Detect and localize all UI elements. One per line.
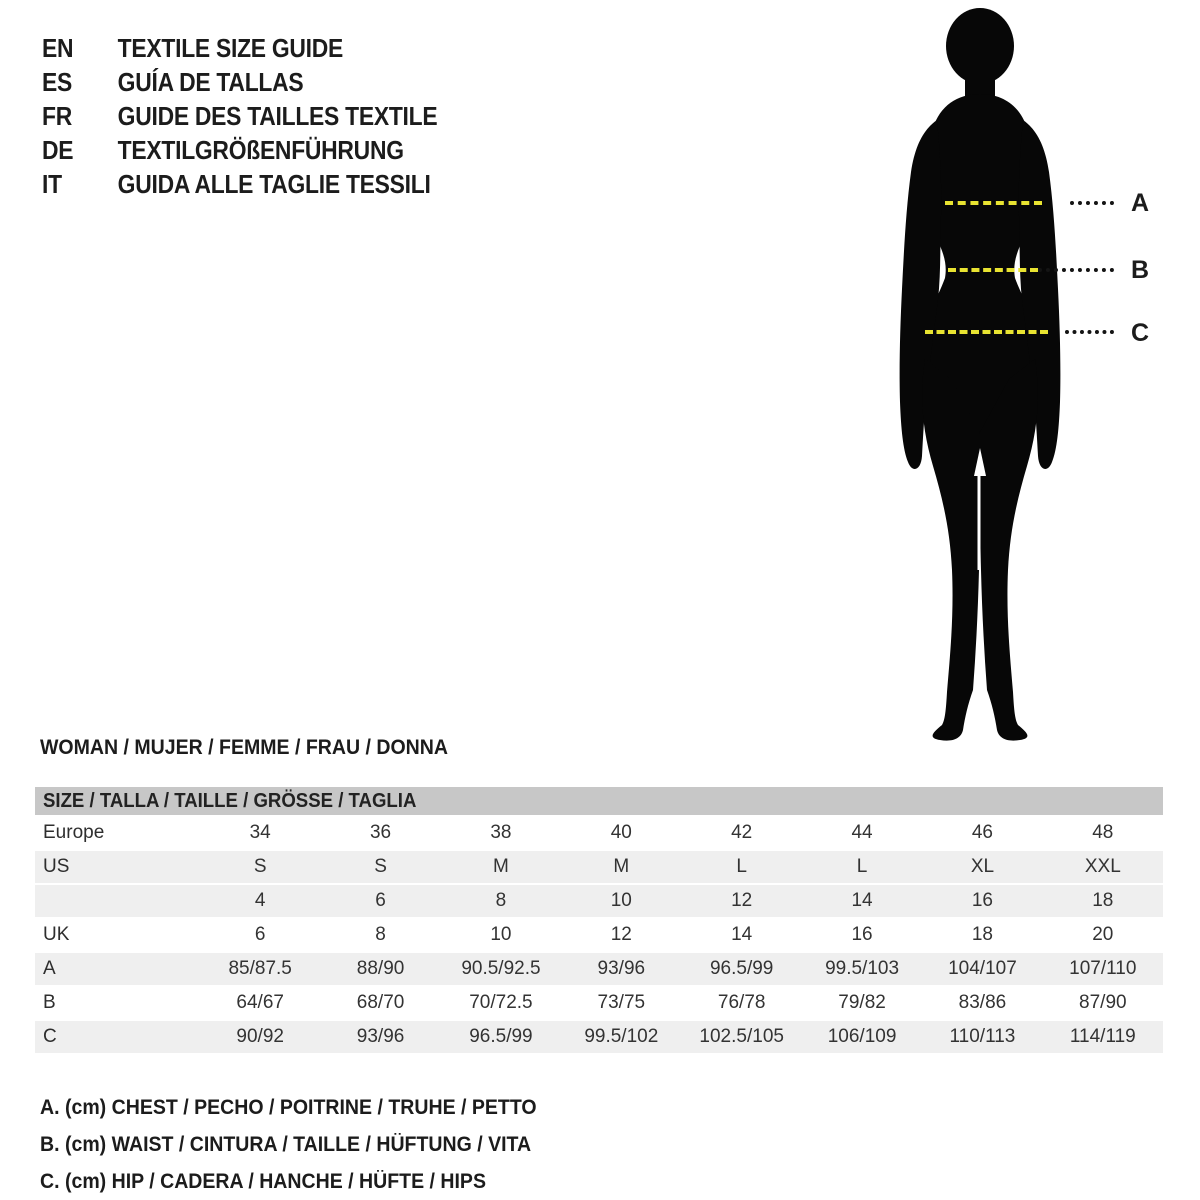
size-cell: 18 <box>971 924 993 945</box>
size-cell: 96.5/99 <box>709 958 774 979</box>
chest-connector-line <box>1070 201 1114 205</box>
marker-label-c: C <box>1130 319 1150 347</box>
size-cell: 102.5/105 <box>699 1026 784 1047</box>
size-cell: 76/78 <box>717 992 766 1013</box>
size-cell: XXL <box>1084 856 1121 877</box>
body-measurement-figure <box>880 0 1190 750</box>
table-row <box>35 850 1163 884</box>
language-code: ES <box>42 66 73 97</box>
size-cell: S <box>253 856 267 877</box>
marker-label-a: A <box>1130 189 1150 217</box>
table-row <box>35 1020 1163 1054</box>
language-title-block <box>42 31 491 201</box>
hip-measure-line <box>925 330 1048 334</box>
size-cell: XL <box>970 856 995 877</box>
size-cell: 73/75 <box>597 992 646 1013</box>
size-table <box>35 787 1163 1055</box>
size-cell: 40 <box>610 822 632 843</box>
size-cell: 16 <box>851 924 873 945</box>
size-cell: 87/90 <box>1079 992 1127 1013</box>
legend-hip-text: C. (cm) HIP / CADERA / HANCHE / HÜFTE / HIPS <box>40 1169 486 1193</box>
size-table-header-row <box>35 787 1163 816</box>
marker-label-b: B <box>1130 256 1150 284</box>
size-cell: 14 <box>851 890 873 911</box>
size-cell: 64/67 <box>236 992 284 1013</box>
size-cell: 110/113 <box>949 1026 1016 1047</box>
language-title: TEXTILE SIZE GUIDE <box>117 32 344 63</box>
table-row <box>35 816 1163 850</box>
size-cell: 12 <box>610 924 632 945</box>
size-cell: 85/87.5 <box>228 958 292 979</box>
row-label: B <box>43 992 56 1013</box>
size-cell: 93/96 <box>356 1026 405 1047</box>
legend-chest-text: A. (cm) CHEST / PECHO / POITRINE / TRUHE / PETTO <box>40 1095 537 1119</box>
size-cell: 4 <box>254 890 266 911</box>
table-row <box>35 884 1163 918</box>
language-title: TEXTILGRÖßENFÜHRUNG <box>117 134 404 165</box>
row-label: A <box>43 958 56 979</box>
language-row-en <box>42 31 437 65</box>
size-cell: 88/90 <box>356 958 405 979</box>
section-title-woman <box>40 736 479 760</box>
woman-silhouette-graphic <box>895 4 1110 749</box>
size-cell: 44 <box>851 822 873 843</box>
size-cell: 14 <box>731 924 753 945</box>
size-cell: 107/110 <box>1069 958 1137 979</box>
section-title-text: WOMAN / MUJER / FEMME / FRAU / DONNA <box>40 736 448 759</box>
size-cell: 90.5/92.5 <box>461 958 541 979</box>
size-cell: 96.5/99 <box>469 1026 533 1047</box>
size-cell: 83/86 <box>958 992 1007 1013</box>
size-cell: 38 <box>490 822 512 843</box>
row-label <box>35 884 200 918</box>
language-title: GUIDA ALLE TAGLIE TESSILI <box>117 168 431 199</box>
measurement-legend <box>40 1089 574 1200</box>
waist-connector-line <box>1038 268 1114 272</box>
size-cell: L <box>736 856 747 877</box>
size-cell: 114/119 <box>1069 1026 1136 1047</box>
size-cell: 106/109 <box>827 1026 897 1047</box>
size-cell: 6 <box>254 924 266 945</box>
size-cell: S <box>374 856 387 877</box>
size-cell: 20 <box>1092 924 1114 945</box>
language-row-fr <box>42 99 437 133</box>
size-cell: 34 <box>249 822 271 843</box>
size-cell: 99.5/103 <box>825 958 900 979</box>
legend-waist-text: B. (cm) WAIST / CINTURA / TAILLE / HÜFTUNG / VITA <box>40 1132 532 1156</box>
size-cell: 8 <box>375 924 386 945</box>
size-cell: 10 <box>490 924 512 945</box>
size-cell: M <box>613 856 630 877</box>
size-cell: M <box>493 856 509 877</box>
row-label: US <box>43 856 70 877</box>
legend-line-chest <box>40 1089 574 1126</box>
legend-line-hip <box>40 1163 574 1200</box>
size-cell: 10 <box>610 890 632 911</box>
size-cell: 6 <box>375 890 386 911</box>
size-cell: 104/107 <box>948 958 1017 979</box>
size-cell: 36 <box>369 822 392 843</box>
size-cell: 79/82 <box>838 992 886 1013</box>
size-cell: 99.5/102 <box>584 1026 659 1047</box>
size-table-body <box>35 816 1163 1054</box>
row-label: Europe <box>43 822 105 843</box>
table-row <box>35 952 1163 986</box>
size-cell: L <box>856 856 868 877</box>
language-row-it <box>42 167 437 201</box>
language-title: GUÍA DE TALLAS <box>117 66 304 97</box>
language-code: IT <box>42 168 62 199</box>
size-table-header-text: SIZE / TALLA / TAILLE / GRÖSSE / TAGLIA <box>43 789 417 812</box>
size-cell: 18 <box>1092 890 1114 911</box>
size-cell: 68/70 <box>356 992 405 1013</box>
language-row-de <box>42 133 437 167</box>
size-cell: 93/96 <box>597 958 646 979</box>
legend-line-waist <box>40 1126 574 1163</box>
size-cell: 46 <box>971 822 993 843</box>
size-cell: 16 <box>971 890 993 911</box>
size-cell: 42 <box>731 822 753 843</box>
table-row <box>35 986 1163 1020</box>
language-code: EN <box>42 32 74 63</box>
language-row-es <box>42 65 437 99</box>
language-code: DE <box>42 134 74 165</box>
row-label: UK <box>43 924 70 945</box>
size-cell: 70/72.5 <box>469 992 533 1013</box>
size-cell: 90/92 <box>236 1026 284 1047</box>
waist-measure-line <box>948 268 1038 272</box>
size-cell: 8 <box>495 890 507 911</box>
table-row <box>35 918 1163 952</box>
size-table-header-cell <box>35 787 1163 816</box>
chest-measure-line <box>945 201 1042 205</box>
row-label: C <box>43 1026 57 1047</box>
language-title: GUIDE DES TAILLES TEXTILE <box>117 100 438 131</box>
size-cell: 12 <box>731 890 753 911</box>
size-cell: 48 <box>1092 822 1114 843</box>
language-code: FR <box>42 100 72 131</box>
hip-connector-line <box>1065 330 1114 334</box>
